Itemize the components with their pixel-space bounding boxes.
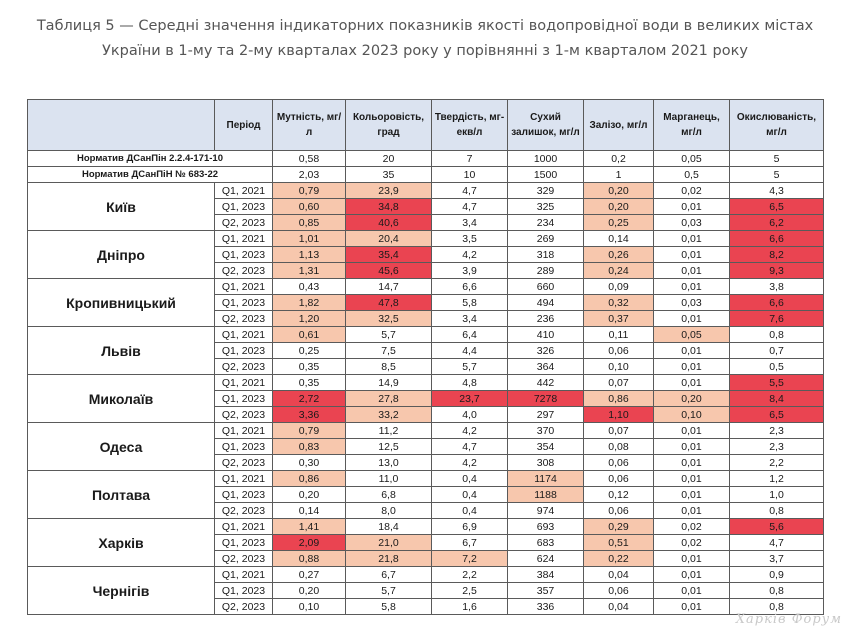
value-cell: 2,3 <box>730 439 824 455</box>
value-cell: 5,7 <box>346 583 432 599</box>
value-cell: 8,0 <box>346 503 432 519</box>
value-cell: 357 <box>508 583 584 599</box>
table-row <box>28 183 824 199</box>
value-cell: 14,7 <box>346 279 432 295</box>
norm-value: 20 <box>346 151 432 167</box>
period-cell: Q1, 2023 <box>215 535 273 551</box>
value-cell: 0,61 <box>273 327 346 343</box>
value-cell: 0,4 <box>432 503 508 519</box>
value-cell: 0,25 <box>584 215 654 231</box>
norm-value: 0,2 <box>584 151 654 167</box>
value-cell: 0,02 <box>654 519 730 535</box>
value-cell: 6,8 <box>346 487 432 503</box>
header-manganese: Марганець, мг/л <box>654 100 730 151</box>
value-cell: 0,88 <box>273 551 346 567</box>
table-row <box>28 231 824 247</box>
value-cell: 5,8 <box>432 295 508 311</box>
value-cell: 0,01 <box>654 567 730 583</box>
period-cell: Q2, 2023 <box>215 599 273 615</box>
value-cell: 12,5 <box>346 439 432 455</box>
value-cell: 0,20 <box>584 183 654 199</box>
value-cell: 8,2 <box>730 247 824 263</box>
value-cell: 40,6 <box>346 215 432 231</box>
value-cell: 0,8 <box>730 503 824 519</box>
header-turbidity: Мутність, мг/л <box>273 100 346 151</box>
value-cell: 0,37 <box>584 311 654 327</box>
value-cell: 23,7 <box>432 391 508 407</box>
value-cell: 1,6 <box>432 599 508 615</box>
value-cell: 0,05 <box>654 327 730 343</box>
value-cell: 660 <box>508 279 584 295</box>
value-cell: 0,35 <box>273 359 346 375</box>
header-dry-residue: Сухий залишок, мг/л <box>508 100 584 151</box>
value-cell: 0,01 <box>654 487 730 503</box>
value-cell: 11,2 <box>346 423 432 439</box>
city-name: Миколаїв <box>28 375 215 423</box>
norm-label: Норматив ДСанПіН № 683-22 <box>28 167 273 183</box>
value-cell: 5,8 <box>346 599 432 615</box>
value-cell: 0,85 <box>273 215 346 231</box>
value-cell: 683 <box>508 535 584 551</box>
value-cell: 0,14 <box>584 231 654 247</box>
value-cell: 0,04 <box>584 567 654 583</box>
value-cell: 7,2 <box>432 551 508 567</box>
value-cell: 1,10 <box>584 407 654 423</box>
period-cell: Q2, 2023 <box>215 551 273 567</box>
value-cell: 1,31 <box>273 263 346 279</box>
table-row <box>28 327 824 343</box>
value-cell: 494 <box>508 295 584 311</box>
value-cell: 364 <box>508 359 584 375</box>
city-name: Полтава <box>28 471 215 519</box>
value-cell: 0,79 <box>273 183 346 199</box>
norm-value: 1 <box>584 167 654 183</box>
table-row <box>28 279 824 295</box>
value-cell: 45,6 <box>346 263 432 279</box>
value-cell: 3,9 <box>432 263 508 279</box>
value-cell: 0,01 <box>654 439 730 455</box>
value-cell: 234 <box>508 215 584 231</box>
value-cell: 18,4 <box>346 519 432 535</box>
value-cell: 0,83 <box>273 439 346 455</box>
value-cell: 410 <box>508 327 584 343</box>
value-cell: 0,10 <box>273 599 346 615</box>
value-cell: 6,7 <box>432 535 508 551</box>
value-cell: 6,7 <box>346 567 432 583</box>
value-cell: 0,10 <box>584 359 654 375</box>
value-cell: 0,9 <box>730 567 824 583</box>
period-cell: Q1, 2021 <box>215 183 273 199</box>
norm-value: 1500 <box>508 167 584 183</box>
value-cell: 3,4 <box>432 215 508 231</box>
value-cell: 269 <box>508 231 584 247</box>
value-cell: 20,4 <box>346 231 432 247</box>
period-cell: Q2, 2023 <box>215 359 273 375</box>
value-cell: 308 <box>508 455 584 471</box>
value-cell: 32,5 <box>346 311 432 327</box>
period-cell: Q1, 2023 <box>215 199 273 215</box>
value-cell: 3,5 <box>432 231 508 247</box>
value-cell: 318 <box>508 247 584 263</box>
value-cell: 6,6 <box>730 231 824 247</box>
value-cell: 0,01 <box>654 375 730 391</box>
period-cell: Q2, 2023 <box>215 455 273 471</box>
value-cell: 33,2 <box>346 407 432 423</box>
value-cell: 1,01 <box>273 231 346 247</box>
norm-row <box>28 167 824 183</box>
value-cell: 6,5 <box>730 199 824 215</box>
value-cell: 0,8 <box>730 583 824 599</box>
value-cell: 0,01 <box>654 343 730 359</box>
value-cell: 6,5 <box>730 407 824 423</box>
city-name: Дніпро <box>28 231 215 279</box>
city-name: Одеса <box>28 423 215 471</box>
period-cell: Q1, 2023 <box>215 583 273 599</box>
value-cell: 289 <box>508 263 584 279</box>
value-cell: 0,30 <box>273 455 346 471</box>
period-cell: Q1, 2021 <box>215 423 273 439</box>
header-oxidizability: Окислюваність, мг/л <box>730 100 824 151</box>
value-cell: 3,8 <box>730 279 824 295</box>
value-cell: 1,41 <box>273 519 346 535</box>
city-name: Львів <box>28 327 215 375</box>
value-cell: 11,0 <box>346 471 432 487</box>
value-cell: 0,01 <box>654 279 730 295</box>
value-cell: 21,8 <box>346 551 432 567</box>
value-cell: 329 <box>508 183 584 199</box>
value-cell: 0,14 <box>273 503 346 519</box>
value-cell: 3,4 <box>432 311 508 327</box>
value-cell: 0,02 <box>654 535 730 551</box>
value-cell: 0,01 <box>654 231 730 247</box>
value-cell: 0,09 <box>584 279 654 295</box>
value-cell: 974 <box>508 503 584 519</box>
period-cell: Q1, 2021 <box>215 327 273 343</box>
value-cell: 0,01 <box>654 311 730 327</box>
value-cell: 354 <box>508 439 584 455</box>
value-cell: 0,27 <box>273 567 346 583</box>
value-cell: 1,20 <box>273 311 346 327</box>
value-cell: 0,03 <box>654 295 730 311</box>
value-cell: 2,3 <box>730 423 824 439</box>
value-cell: 2,09 <box>273 535 346 551</box>
period-cell: Q1, 2023 <box>215 439 273 455</box>
value-cell: 0,32 <box>584 295 654 311</box>
value-cell: 7,5 <box>346 343 432 359</box>
value-cell: 336 <box>508 599 584 615</box>
norm-value: 1000 <box>508 151 584 167</box>
norm-value: 0,05 <box>654 151 730 167</box>
table-caption <box>20 14 830 64</box>
period-cell: Q2, 2023 <box>215 407 273 423</box>
value-cell: 47,8 <box>346 295 432 311</box>
value-cell: 0,04 <box>584 599 654 615</box>
value-cell: 0,24 <box>584 263 654 279</box>
value-cell: 2,2 <box>432 567 508 583</box>
period-cell: Q1, 2021 <box>215 279 273 295</box>
value-cell: 6,4 <box>432 327 508 343</box>
norm-row <box>28 151 824 167</box>
value-cell: 0,06 <box>584 503 654 519</box>
value-cell: 0,51 <box>584 535 654 551</box>
value-cell: 0,8 <box>730 599 824 615</box>
value-cell: 0,06 <box>584 455 654 471</box>
period-cell: Q2, 2023 <box>215 503 273 519</box>
period-cell: Q1, 2021 <box>215 375 273 391</box>
period-cell: Q2, 2023 <box>215 215 273 231</box>
value-cell: 0,29 <box>584 519 654 535</box>
period-cell: Q1, 2021 <box>215 567 273 583</box>
value-cell: 1,13 <box>273 247 346 263</box>
value-cell: 0,02 <box>654 183 730 199</box>
value-cell: 0,06 <box>584 583 654 599</box>
value-cell: 0,26 <box>584 247 654 263</box>
value-cell: 0,01 <box>654 599 730 615</box>
water-quality-table <box>27 99 824 615</box>
period-cell: Q1, 2023 <box>215 343 273 359</box>
value-cell: 27,8 <box>346 391 432 407</box>
value-cell: 0,07 <box>584 423 654 439</box>
table-row <box>28 519 824 535</box>
value-cell: 3,7 <box>730 551 824 567</box>
value-cell: 0,20 <box>273 583 346 599</box>
value-cell: 0,01 <box>654 583 730 599</box>
value-cell: 3,36 <box>273 407 346 423</box>
value-cell: 0,06 <box>584 471 654 487</box>
norm-value: 0,5 <box>654 167 730 183</box>
value-cell: 0,4 <box>432 471 508 487</box>
value-cell: 0,7 <box>730 343 824 359</box>
value-cell: 0,43 <box>273 279 346 295</box>
city-name: Київ <box>28 183 215 231</box>
value-cell: 0,06 <box>584 343 654 359</box>
period-cell: Q1, 2021 <box>215 231 273 247</box>
period-cell: Q1, 2023 <box>215 391 273 407</box>
value-cell: 4,2 <box>432 423 508 439</box>
value-cell: 6,6 <box>432 279 508 295</box>
watermark: Харків Форум <box>735 612 842 627</box>
value-cell: 2,5 <box>432 583 508 599</box>
caption-line-2: України в 1-му та 2-му кварталах 2023 року у порівнянні з 1-м кварталом 2021 року <box>102 43 748 59</box>
norm-value: 5 <box>730 151 824 167</box>
value-cell: 0,25 <box>273 343 346 359</box>
value-cell: 0,20 <box>273 487 346 503</box>
value-cell: 4,2 <box>432 455 508 471</box>
value-cell: 0,86 <box>584 391 654 407</box>
value-cell: 4,3 <box>730 183 824 199</box>
value-cell: 0,11 <box>584 327 654 343</box>
value-cell: 0,01 <box>654 247 730 263</box>
value-cell: 7278 <box>508 391 584 407</box>
norm-value: 2,03 <box>273 167 346 183</box>
value-cell: 6,6 <box>730 295 824 311</box>
norm-value: 0,58 <box>273 151 346 167</box>
header-iron: Залізо, мг/л <box>584 100 654 151</box>
value-cell: 8,4 <box>730 391 824 407</box>
norm-value: 35 <box>346 167 432 183</box>
value-cell: 5,5 <box>730 375 824 391</box>
value-cell: 0,12 <box>584 487 654 503</box>
value-cell: 4,0 <box>432 407 508 423</box>
value-cell: 1188 <box>508 487 584 503</box>
value-cell: 384 <box>508 567 584 583</box>
value-cell: 1,2 <box>730 471 824 487</box>
value-cell: 8,5 <box>346 359 432 375</box>
table-row <box>28 567 824 583</box>
value-cell: 326 <box>508 343 584 359</box>
table-row <box>28 423 824 439</box>
value-cell: 34,8 <box>346 199 432 215</box>
value-cell: 0,8 <box>730 327 824 343</box>
value-cell: 4,8 <box>432 375 508 391</box>
city-name: Чернігів <box>28 567 215 615</box>
city-name: Харків <box>28 519 215 567</box>
value-cell: 0,20 <box>584 199 654 215</box>
period-cell: Q2, 2023 <box>215 263 273 279</box>
period-cell: Q1, 2023 <box>215 295 273 311</box>
header-period: Період <box>215 100 273 151</box>
period-cell: Q1, 2023 <box>215 487 273 503</box>
value-cell: 325 <box>508 199 584 215</box>
period-cell: Q1, 2021 <box>215 471 273 487</box>
value-cell: 4,7 <box>432 183 508 199</box>
value-cell: 236 <box>508 311 584 327</box>
value-cell: 6,2 <box>730 215 824 231</box>
table-row <box>28 471 824 487</box>
table-row <box>28 375 824 391</box>
value-cell: 297 <box>508 407 584 423</box>
city-name: Кропивницький <box>28 279 215 327</box>
header-hardness: Твердість, мг-екв/л <box>432 100 508 151</box>
norm-value: 5 <box>730 167 824 183</box>
value-cell: 4,2 <box>432 247 508 263</box>
value-cell: 1,0 <box>730 487 824 503</box>
value-cell: 35,4 <box>346 247 432 263</box>
value-cell: 13,0 <box>346 455 432 471</box>
value-cell: 0,20 <box>654 391 730 407</box>
caption-line-1: Таблиця 5 — Середні значення індикаторних показників якості водопровідної води в великих містах <box>36 18 814 34</box>
value-cell: 4,7 <box>432 439 508 455</box>
value-cell: 0,03 <box>654 215 730 231</box>
value-cell: 0,07 <box>584 375 654 391</box>
value-cell: 14,9 <box>346 375 432 391</box>
period-cell: Q1, 2021 <box>215 519 273 535</box>
value-cell: 0,08 <box>584 439 654 455</box>
value-cell: 0,79 <box>273 423 346 439</box>
period-cell: Q1, 2023 <box>215 247 273 263</box>
value-cell: 7,6 <box>730 311 824 327</box>
value-cell: 9,3 <box>730 263 824 279</box>
value-cell: 442 <box>508 375 584 391</box>
value-cell: 0,01 <box>654 503 730 519</box>
value-cell: 0,10 <box>654 407 730 423</box>
norm-value: 10 <box>432 167 508 183</box>
value-cell: 0,01 <box>654 423 730 439</box>
norm-label: Норматив ДСанПін 2.2.4-171-10 <box>28 151 273 167</box>
value-cell: 23,9 <box>346 183 432 199</box>
header-city <box>28 100 215 151</box>
value-cell: 2,72 <box>273 391 346 407</box>
header-color: Кольоровість, град <box>346 100 432 151</box>
value-cell: 5,7 <box>346 327 432 343</box>
value-cell: 0,01 <box>654 455 730 471</box>
value-cell: 0,22 <box>584 551 654 567</box>
value-cell: 0,60 <box>273 199 346 215</box>
value-cell: 6,9 <box>432 519 508 535</box>
value-cell: 624 <box>508 551 584 567</box>
value-cell: 0,01 <box>654 263 730 279</box>
value-cell: 0,86 <box>273 471 346 487</box>
value-cell: 4,4 <box>432 343 508 359</box>
value-cell: 4,7 <box>432 199 508 215</box>
value-cell: 0,01 <box>654 359 730 375</box>
value-cell: 0,01 <box>654 471 730 487</box>
value-cell: 1,82 <box>273 295 346 311</box>
norm-value: 7 <box>432 151 508 167</box>
value-cell: 0,35 <box>273 375 346 391</box>
period-cell: Q2, 2023 <box>215 311 273 327</box>
value-cell: 5,7 <box>432 359 508 375</box>
value-cell: 1174 <box>508 471 584 487</box>
value-cell: 0,4 <box>432 487 508 503</box>
value-cell: 2,2 <box>730 455 824 471</box>
value-cell: 21,0 <box>346 535 432 551</box>
value-cell: 0,5 <box>730 359 824 375</box>
value-cell: 0,01 <box>654 199 730 215</box>
value-cell: 5,6 <box>730 519 824 535</box>
value-cell: 4,7 <box>730 535 824 551</box>
value-cell: 0,01 <box>654 551 730 567</box>
header-row <box>28 100 824 151</box>
value-cell: 370 <box>508 423 584 439</box>
value-cell: 693 <box>508 519 584 535</box>
